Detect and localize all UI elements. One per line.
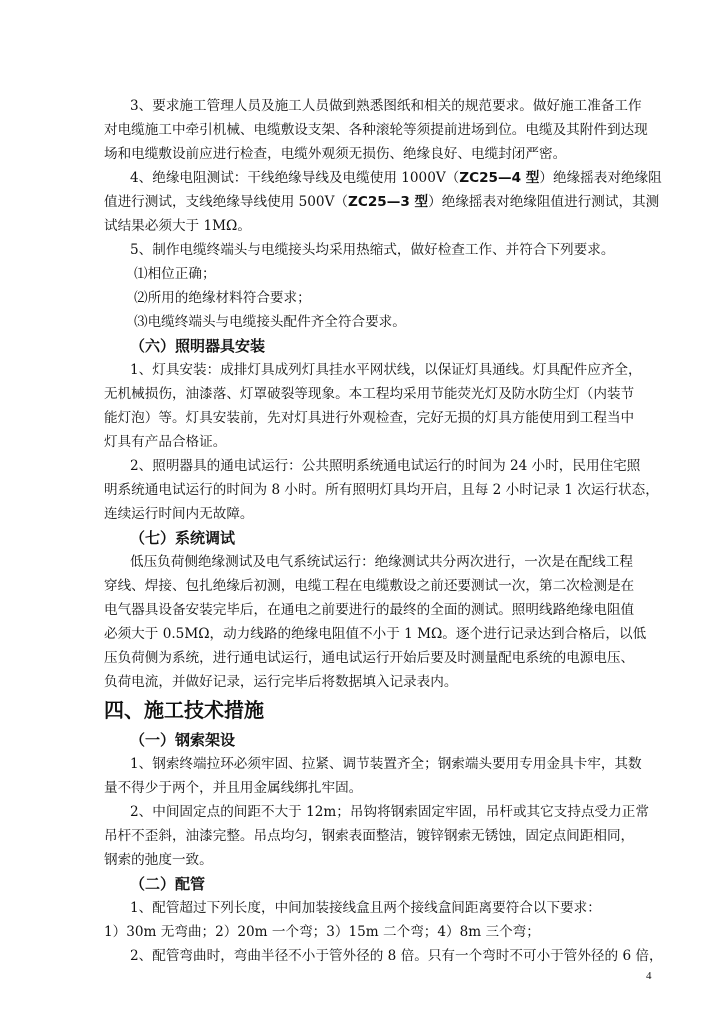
section-2-para-1-line-1: 1、配管超过下列长度，中间加装接线盒且两个接线盒间距离要符合以下要求： bbox=[130, 900, 601, 916]
model-number: ZC25—3 型 bbox=[348, 194, 429, 210]
section-7-line-2: 穿线、焊接、包扎绝缘后初测，电缆工程在电缆敷设之前还要测试一次，第二次检测是在 bbox=[104, 578, 635, 594]
section-1-para-2-line-2: 吊杆不歪斜，油漆完整。吊点均匀，钢索表面整洁，镀锌钢索无锈蚀，固定点间距相同， bbox=[104, 828, 635, 844]
section-2-heading: （二）配管 bbox=[130, 875, 206, 893]
paragraph-4-line-1 bbox=[130, 166, 710, 190]
section-6-para-1-line-4: 灯具有产品合格证。 bbox=[104, 434, 227, 450]
paragraph-4-line-2 bbox=[104, 190, 684, 214]
section-6-para-1-line-2: 无机械损伤，油漆落、灯罩破裂等现象。本工程均采用节能荧光灯及防水防尘灯（内装节 bbox=[104, 386, 635, 402]
section-2-para-1-line-2: 1）30m 无弯曲；2）20m 一个弯；3）15m 二个弯；4）8m 三个弯； bbox=[104, 924, 540, 940]
paragraph-3-line-2: 对电缆施工中牵引机械、电缆敷设支架、各种滚轮等须提前进场到位。电缆及其附件到达现 bbox=[104, 122, 648, 138]
paragraph-3-line-3: 场和电缆敷设前应进行检查，电缆外观须无损伤、绝缘良好、电缆封闭严密。 bbox=[104, 146, 567, 162]
section-7-line-1: 低压负荷侧绝缘测试及电气系统试运行：绝缘测试共分两次进行，一次是在配线工程 bbox=[130, 554, 633, 570]
page-number: 4 bbox=[646, 970, 652, 982]
section-1-para-1-line-2: 量不得少于两个，并且用金属线绑扎牢固。 bbox=[104, 780, 363, 796]
paragraph-3-line-1: 3、要求施工管理人员及施工人员做到熟悉图纸和相关的规范要求。做好施工准备工作 bbox=[130, 98, 642, 114]
text-run: ）绝缘摇表对绝缘阻 bbox=[539, 170, 662, 186]
text-run: ）绝缘摇表对绝缘阻值进行测试，其测 bbox=[428, 194, 660, 210]
section-7-line-3: 电气器具设备安装完毕后，在通电之前要进行的最终的全面的测试。照明线路绝缘电阻值 bbox=[104, 602, 635, 618]
list-item-3: ⑶电缆终端头与电缆接头配件齐全符合要求。 bbox=[134, 314, 406, 330]
chapter-4-heading: 四、施工技术措施 bbox=[104, 698, 264, 722]
paragraph-5-line-1: 5、制作电缆终端头与电缆接头均采用热缩式，做好检查工作、并符合下列要求。 bbox=[130, 242, 615, 258]
section-7-line-5: 压负荷侧为系统，进行通电试运行，通电试运行开始后要及时测量配电系统的电源电压、 bbox=[104, 650, 635, 666]
text-run: 值进行测试，支线绝缘导线使用 500V（ bbox=[104, 194, 348, 210]
model-number: ZC25—4 型 bbox=[459, 170, 540, 186]
section-7-line-4: 必须大于 0.5MΩ，动力线路的绝缘电阻值不小于 1 MΩ。逐个进行记录达到合格后，以低 bbox=[104, 626, 647, 642]
section-6-para-2-line-2: 明系统通电试运行的时间为 8 小时。所有照明灯具均开启，且每 2 小时记录 1 次运行状态， bbox=[104, 482, 659, 498]
section-1-para-2-line-3: 钢索的弛度一致。 bbox=[104, 852, 213, 868]
section-1-para-2-line-1: 2、中间固定点的间距不大于 12m；吊钩将钢索固定牢固，吊杆或其它支持点受力正常 bbox=[130, 804, 649, 820]
list-item-2: ⑵所用的绝缘材料符合要求； bbox=[134, 290, 311, 306]
section-7-heading: （七）系统调试 bbox=[130, 529, 236, 547]
paragraph-4-line-3: 试结果必须大于 1MΩ。 bbox=[104, 218, 251, 234]
section-2-para-2-line-1: 2、配管弯曲时，弯曲半径不小于管外径的 8 倍。只有一个弯时不可小于管外径的 6 倍， bbox=[130, 948, 663, 964]
section-6-para-1-line-3: 能灯泡）等。灯具安装前，先对灯具进行外观检查，完好无损的灯具方能使用到工程当中 bbox=[104, 410, 635, 426]
section-1-heading: （一）钢索架设 bbox=[130, 731, 236, 749]
section-7-line-6: 负荷电流，并做好记录，运行完毕后将数据填入记录表内。 bbox=[104, 674, 458, 690]
section-6-heading: （六）照明器具安装 bbox=[130, 337, 266, 355]
section-6-para-2-line-1: 2、照明器具的通电试运行：公共照明系统通电试运行的时间为 24 小时，民用住宅照 bbox=[130, 458, 641, 474]
section-1-para-1-line-1: 1、钢索终端拉环必须牢固、拉紧、调节装置齐全；钢索端头要用专用金具卡牢，其数 bbox=[130, 756, 642, 772]
section-6-para-1-line-1: 1、灯具安装：成排灯具成列灯具挂水平网状线，以保证灯具通线。灯具配件应齐全， bbox=[130, 362, 642, 378]
list-item-1: ⑴相位正确； bbox=[134, 266, 216, 282]
text-run: 4、绝缘电阻测试：干线绝缘导线及电缆使用 1000V（ bbox=[130, 170, 460, 186]
section-6-para-2-line-3: 连续运行时间内无故障。 bbox=[104, 506, 254, 522]
